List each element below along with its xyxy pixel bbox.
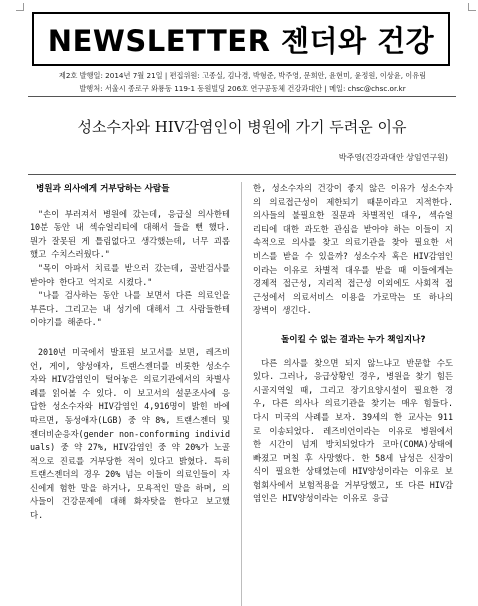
- left-column: [30, 182, 230, 606]
- header-divider: [28, 96, 456, 97]
- quote-paragraph: "손이 부러져서 병원에 갔는데, 응급실 의사한테 10분 동안 내 섹슈얼리티에 대해서 들을 뻔 했다. 뭔가 잘못된 게 틀림없다고 생각했는데, 너무 괴롭했고 수치스러웠다.": [30, 208, 230, 260]
- right-column: [253, 182, 453, 606]
- body-paragraph: 한, 성소수자의 건강이 좋지 않은 이유가 성소수자의 의료접근성이 제한되기 때문이라고 지적한다. 의사들의 불필요한 질문과 차별적인 대우, 섹슈얼리티에 대한 과도한 관심을 받아야 하는 이들이 지속적으로 의사를 찾고 의료기관을 찾아 필요한 서비스를 받을 수 있을까? 성소수자 혹은 HIV감염인이라는 이유로 차별적 대우를 받을 때 이들에게는 경제적 접근성, 지리적 접근성 이외에도 사회적 접근성에서 의료서비스 이용을 가로막는 또 하나의 장벽이 생긴다.: [253, 183, 453, 316]
- article-title: 성소수자와 HIV감염인이 병원에 가기 두려운 이유: [77, 118, 407, 136]
- issue-info-line: 제2호 발행일: 2014년 7월 21일 | 편집위원: 고종실, 김나경, 박형준, 박주영, 문희안, 윤현미, 윤정원, 이상윤, 이유림: [58, 71, 427, 80]
- newsletter-masthead: [32, 12, 450, 66]
- right-section-heading: 돌이킬 수 없는 결과는 누가 책임지나?: [281, 334, 426, 345]
- spacer: [253, 318, 453, 334]
- quote-paragraph: "목이 아파서 치료를 받으러 갔는데, 골반검사를 받아야 한다고 억지로 시켰다.": [30, 262, 230, 287]
- crop-mark-top-left: [16, 3, 24, 11]
- left-section-heading: 병원과 의사에게 거부당하는 사람들: [36, 184, 170, 194]
- spacer: [30, 330, 230, 346]
- newsletter-title: NEWSLETTER 젠더와 건강: [47, 23, 435, 58]
- column-divider: [241, 182, 242, 606]
- publisher-info-line: 발행처: 서울시 종로구 와룡동 119-1 동원빌딩 206호 연구공동체 건강과대안 | 메일: chsc@chsc.or.kr: [79, 84, 406, 93]
- article-author: 박주영(건강과대안 상임연구원): [338, 153, 448, 162]
- body-paragraph: 다른 의사를 찾으면 되지 않느냐고 반문할 수도 있다. 그러나, 응급상황인 경우, 병원을 찾기 힘든 시골지역일 때, 그리고 장기요양시설이 필요한 경우, 다른 의사나 의료기관을 찾기는 매우 힘들다. 다시 미국의 사례를 보자. 39세의 한 교사는 911로 이송되었다. 레즈비언이라는 이유로 병원에서 한 시간이 넘게 방치되었다가 코마(COMA)상태에 빠졌고 며칠 후 사망했다. 한 58세 남성은 신장이식이 필요한 상태였는데 HIV양성이라는 이유로 보험회사에서 보험적용을 거부당했고, 또 다른 HIV감염인은 HIV양성이라는 이유로 응급: [253, 357, 453, 504]
- body-paragraph: 2010년 미국에서 발표된 보고서를 보면, 레즈비언, 게이, 양성애자, 트랜스젠더를 비롯한 성소수자와 HIV감염인이 털어놓은 의료기관에서의 차별사례를 읽어볼 수 있다. 이 보고서의 설문조사에 응답한 성소수자와 HIV감염인 4,916명이 밝힌 바에 따르면, 동성애자(LGB) 중 약 8%, 트랜스젠더 및 젠더비순응자(gender non-conforming individuals) 중 약 27%, HIV감염인 중 약 20%가 노골적으로 진료를 거부당한 적이 있다고 밝혔다. 특히 트랜스젠더의 경우 20% 넘는 이들이 의료인들이 자신에게 험한 말을 하거나, 모욕적인 말을 하며, 의사들이 건강문제에 대해 화자탓을 한다고 보고했다.: [30, 346, 230, 521]
- quote-paragraph: "나를 검사하는 동안 나를 보면서 다른 의료인을 부른다. 그리고는 내 성기에 대해서 그 사람들한테 이야기를 해준다.": [30, 290, 230, 328]
- title-divider: [28, 174, 456, 175]
- crop-mark-top-right: [468, 3, 476, 11]
